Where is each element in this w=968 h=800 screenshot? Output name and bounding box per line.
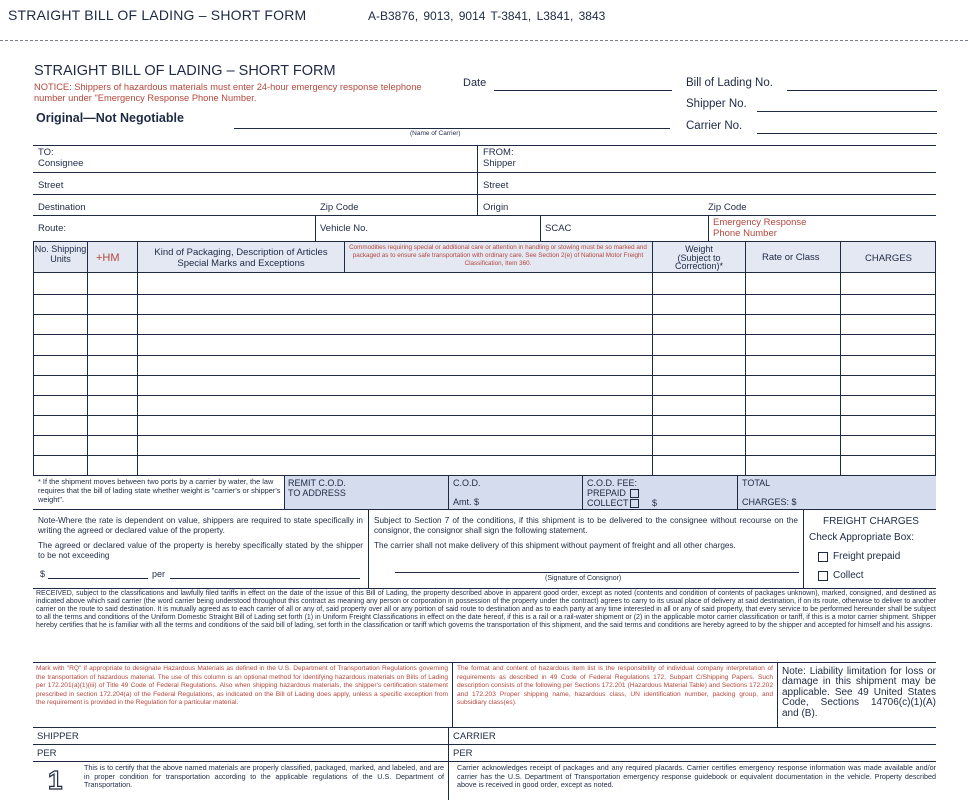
bol-no-label: Bill of Lading No. bbox=[686, 77, 773, 89]
carrier-acknowledgement: Carrier acknowledges receipt of packages and any required placards. Carrier certifies emergency response information was made available and/or carrier has the U.S. Department of Transportation emergency response guidebook or equivalent documentation in the vehicle. Property described above is received in good order, except as noted. bbox=[457, 763, 936, 790]
carrier-name-caption: (Name of Carrier) bbox=[410, 130, 461, 137]
carrier-name-field-line[interactable] bbox=[234, 128, 670, 129]
col-shipping-units: No. Shipping Units bbox=[34, 244, 87, 264]
check-box-label: Check Appropriate Box: bbox=[809, 532, 915, 543]
cod-collect-label: COLLECT bbox=[587, 498, 629, 508]
cod-prepaid-checkbox[interactable] bbox=[630, 489, 639, 498]
liability-note: Note: Liability limitation for loss or damage in this shipment may be applicable. See 49 United States Code, Sections 14706(c)(1)(A) and (B). bbox=[782, 666, 936, 719]
street-from-label[interactable]: Street bbox=[483, 180, 509, 191]
col-description: Kind of Packaging, Description of Articles Special Marks and Exceptions bbox=[154, 247, 328, 269]
date-field-line[interactable] bbox=[494, 90, 672, 91]
total-charges-label[interactable]: CHARGES: $ bbox=[742, 497, 797, 507]
total-label: TOTAL bbox=[742, 478, 771, 488]
zip-code-label[interactable]: Zip Code bbox=[320, 202, 359, 213]
to-label: TO: bbox=[38, 147, 54, 158]
water-carrier-note: * If the shipment moves between two ports by a carrier by water, the law requires that the bill of lading state whether weight is "carrier's or shipper's weight". bbox=[38, 477, 281, 504]
origin-label[interactable]: Origin bbox=[483, 202, 509, 213]
form-title: STRAIGHT BILL OF LADING – SHORT FORM bbox=[34, 63, 336, 79]
value-per-label: per bbox=[152, 569, 166, 579]
carrier-no-field-line[interactable] bbox=[757, 133, 937, 134]
remit-cod-label[interactable]: REMIT C.O.D. TO ADDRESS bbox=[288, 478, 346, 498]
value-amount-line[interactable] bbox=[48, 578, 148, 579]
received-clause: RECEIVED, subject to the classifications and lawfully filed tariffs in effect on the date of the issue of this Bill of Lading, the property described above in apparent good order, except as noted (contents and condition of contents of packages unknown), marked, consigned, and destined as indicated above which said carrier (the word carrier being understood throughout this contract as meaning any person or corporation in possession of the property under the contract) agrees to carry to its usual place of delivery at said destination, if on its route, otherwise to deliver to another carrier on the route to said destination. It is mutually agreed as to each carrier of all or any of, said property over all or any portion of said route to destination and as to each party at any time interested in all or any of said property, that every service to be performed hereunder shall be subject to all the terms and conditions of the Uniform Domestic Straight Bill of Lading set forth (1) in Uniform Freight Classifications in effect on the date hereof, if this is a rail or a rail-water shipment or (2) in the applicable motor carrier classification or tariff, if this is a motor carrier shipment. Shipper hereby certifies that he is familiar with all the terms and conditions of the said bill of lading, set forth in the classification or tariff which governs the transportation of this shipment, and the said terms and conditions are hereby agreed to by the shipper and accepted for himself and his assigns. bbox=[36, 590, 936, 630]
route-label[interactable]: Route: bbox=[38, 223, 66, 234]
street-label[interactable]: Street bbox=[38, 180, 64, 191]
freight-collect-label: Collect bbox=[833, 570, 864, 581]
from-label: FROM: bbox=[483, 147, 514, 158]
value-note: Note-Where the rate is dependent on value, shippers are required to state specifically in writing the agreed or declared value of the property. bbox=[38, 516, 363, 535]
consignor-signature-line[interactable] bbox=[395, 572, 799, 573]
carrier-delivery-note: The carrier shall not make delivery of this shipment without payment of freight and all other charges. bbox=[374, 541, 736, 550]
col-charges: CHARGES bbox=[865, 253, 912, 264]
agreed-value-note: The agreed or declared value of the property is hereby specifically stated by the shipper to be not exceeding bbox=[38, 541, 363, 560]
hazmat-notice: NOTICE: Shippers of hazardous materials must enter 24-hour emergency response telephone number under "Emergency Response Phone Number. bbox=[34, 82, 422, 103]
freight-charges-title: FREIGHT CHARGES bbox=[823, 516, 919, 527]
cod-fee-dollar: $ bbox=[652, 498, 658, 508]
scac-label[interactable]: SCAC bbox=[545, 223, 572, 234]
cod-collect-checkbox[interactable] bbox=[630, 499, 639, 508]
page-number: 1 bbox=[48, 765, 63, 795]
cod-fee-label: C.O.D. FEE: bbox=[587, 478, 638, 488]
col-hm: +HM bbox=[96, 252, 120, 264]
col-rate-class: Rate or Class bbox=[762, 252, 820, 263]
carrier-signature-label[interactable]: CARRIER bbox=[453, 731, 496, 742]
hazmat-marking-note: Mark with "RQ" if appropriate to designate Hazardous Materials as defined in the U.S. Department of Transportation Regulations governing the transportation of hazardous material. The use of this column is an optional method for identifying hazardous materials on Bills of Lading per 172.201(a)(1)(iii) of Title 49 Code of Federal Regulations. Also when shipping hazardous materials, the shipper's certification statement prescribed in section 172.204(a) of the Federal Regulations, as indicated on the Bill of Lading does apply, unless a specific exception from the requirement is provided in the Regulation for a particular material. bbox=[36, 665, 448, 707]
cod-prepaid-label: PREPAID bbox=[587, 488, 626, 498]
value-per-line[interactable] bbox=[170, 578, 360, 579]
hazmat-format-note: The format and content of hazardous item list is the responsibility of individual company interpretation of requirements as described in 49 Code of Federal Regulations 172, Subpart C/Shipping Papers. Such description consists of the following per Sections 172.201 (Hazardous Material Table) and Sections 172.202 and 172.203 Proper shipping name, hazardous class, UN identification number, packing group, and subsidiary class(es). bbox=[457, 665, 773, 707]
vehicle-no-label[interactable]: Vehicle No. bbox=[320, 223, 369, 234]
carrier-per-label[interactable]: PER bbox=[453, 748, 473, 759]
shipper-signature-label[interactable]: SHIPPER bbox=[37, 731, 79, 742]
shipper-no-field-line[interactable] bbox=[757, 111, 937, 112]
destination-label[interactable]: Destination bbox=[38, 202, 86, 213]
freight-collect-checkbox[interactable] bbox=[818, 571, 828, 581]
col-commodity-note: Commodities requiring special or additional care or attention in handling or stowing must be so marked and packaged as to ensure safe transportation with ordinary care. See Section 2(e) of National Motor Freight Classification, Item 360. bbox=[349, 244, 647, 267]
emergency-phone-label[interactable]: Emergency Response Phone Number bbox=[713, 217, 807, 239]
value-dollar-label: $ bbox=[40, 569, 46, 579]
bol-no-field-line[interactable] bbox=[787, 90, 937, 91]
original-label: Original—Not Negotiable bbox=[36, 111, 184, 125]
zip-code-from-label[interactable]: Zip Code bbox=[708, 202, 747, 213]
shipper-label[interactable]: Shipper bbox=[483, 158, 516, 169]
section7-note: Subject to Section 7 of the conditions, if this shipment is to be delivered to the consignee without recourse on the consignor, the consignor shall sign the following statement. bbox=[374, 516, 798, 535]
strip-codes: A-B3876, 9013, 9014 T-3841, L3841, 3843 bbox=[368, 9, 606, 23]
carrier-no-label: Carrier No. bbox=[686, 120, 743, 132]
shipper-certification: This is to certify that the above named materials are properly classified, packaged, marked, and labeled, and are in proper condition for transportation according to the applicable regulations of the U.S. Department of Transportation. bbox=[84, 763, 444, 790]
strip-title: STRAIGHT BILL OF LADING – SHORT FORM bbox=[8, 7, 307, 23]
date-label: Date bbox=[463, 77, 487, 89]
shipper-no-label: Shipper No. bbox=[686, 98, 747, 110]
perforation-line bbox=[0, 40, 968, 41]
consignee-label[interactable]: Consignee bbox=[38, 158, 84, 169]
shipper-per-label[interactable]: PER bbox=[37, 748, 57, 759]
consignor-signature-caption: (Signature of Consignor) bbox=[545, 575, 622, 582]
freight-prepaid-checkbox[interactable] bbox=[818, 552, 828, 562]
cod-amount-label[interactable]: Amt. $ bbox=[453, 497, 480, 507]
cod-label: C.O.D. bbox=[453, 478, 481, 488]
col-weight: Weight (Subject to Correction)* bbox=[674, 244, 723, 272]
freight-prepaid-label: Freight prepaid bbox=[833, 551, 901, 562]
